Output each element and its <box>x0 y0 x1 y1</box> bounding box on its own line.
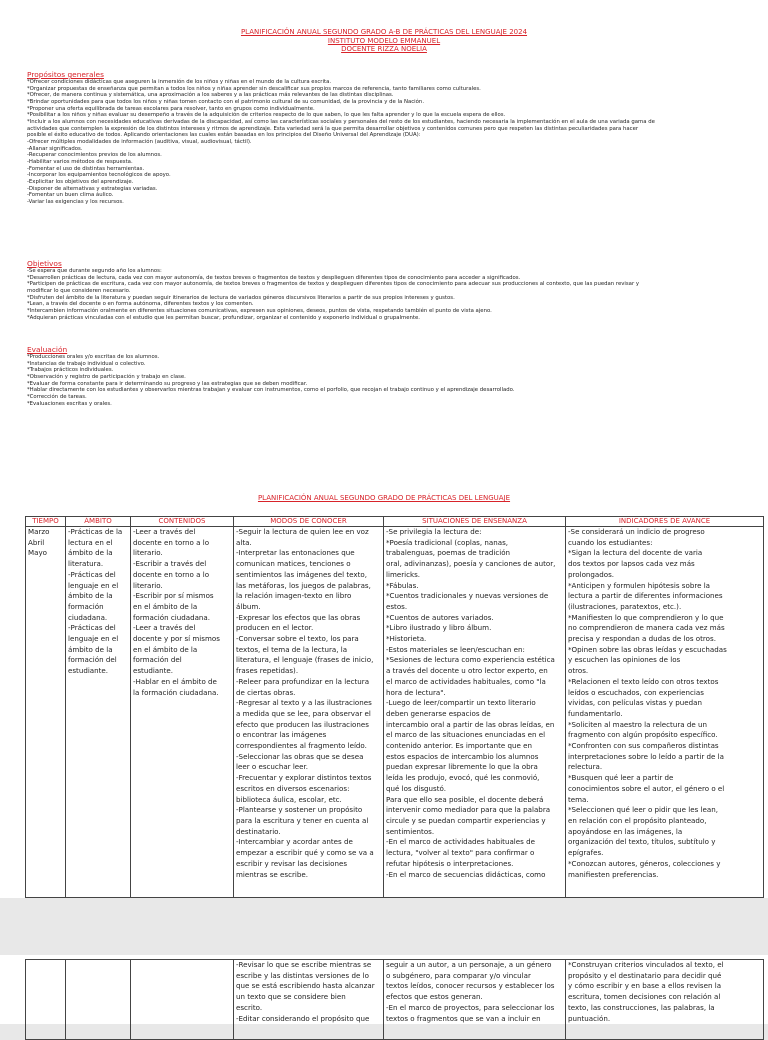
cell-line: *Poesía tradicional (coplas, nanas, <box>386 537 509 547</box>
cell-line: *Cuentos de autores variados. <box>386 612 494 622</box>
cell-line: -Se considerará un indicio de progreso <box>568 527 705 536</box>
cell-line: *Fábulas. <box>386 580 419 590</box>
cell-line: literatura, el lenguaje (frases de inicio, <box>236 655 374 665</box>
cell-line: literario. <box>133 580 163 590</box>
objetivos-line: *Participen de prácticas de escritura, cada vez con mayor autonomía, de textos breves o fragmentos de textos y desplieguen diferentes tipos de conocimiento para adecuar sus producciones al contexto, que las puedan revisar y <box>27 281 640 288</box>
cell-line: vividas, con películas vistas y puedan <box>568 698 702 708</box>
table-header-row <box>26 517 764 527</box>
cell-line: -Prácticas del <box>68 569 116 579</box>
cell-modos <box>234 960 384 1040</box>
cell-line: texto, las construcciones, las palabras, la <box>568 1002 715 1012</box>
cell-line: o subgénero, para comparar y/o vincular <box>386 970 531 980</box>
cell-line: -Conversar sobre el texto, los para <box>236 634 359 644</box>
cell-contenidos <box>131 527 234 898</box>
propositos-line: -Incorporar los equipamientos tecnológicos de apoyo. <box>27 172 171 179</box>
propositos-line: -Allanar significados. <box>27 145 83 152</box>
cell-line: *Busquen qué leer a partir de <box>568 773 674 783</box>
cell-line: *Cuentos tradicionales y nuevas versiones de <box>386 591 549 601</box>
cell-line: dos textos por lapsos cada vez más <box>568 559 695 569</box>
cell-line: *Opinen sobre las obras leídas y escuchadas <box>568 644 727 654</box>
cell-line: deben generarse espacios de <box>386 708 491 718</box>
propositos-list <box>27 79 740 205</box>
cell-line: docente en torno a lo <box>133 569 210 579</box>
cell-line: formación del <box>133 655 182 665</box>
cell-line: relectura. <box>568 762 603 772</box>
propositos-line: -Explicitar los objetivos del aprendizaje. <box>27 178 134 185</box>
cell-line: frases repetidas). <box>236 666 299 676</box>
cell-ambito <box>66 527 131 898</box>
cell-line: lectura en el <box>68 537 113 547</box>
cell-tiempo <box>26 527 66 898</box>
cell-contenidos <box>131 960 234 1040</box>
cell-line: -Seguir la lectura de quien lee en voz <box>236 527 369 536</box>
cell-line: Marzo <box>28 527 50 536</box>
cell-situaciones <box>384 960 566 1040</box>
cell-line: *Manifiesten lo que comprendieron y lo que <box>568 612 724 622</box>
cell-line: circule y se puedan compartir experiencias y <box>386 815 546 825</box>
cell-line: alta. <box>236 537 252 547</box>
cell-line: estos. <box>386 601 408 611</box>
cell-line: formación ciudadana. <box>133 612 211 622</box>
cell-line: álbum. <box>236 601 261 611</box>
cell-line: destinatario. <box>236 826 281 836</box>
cell-line: escrito. <box>236 1002 263 1012</box>
cell-line: fragmento con algún propósito específico. <box>568 730 718 740</box>
cell-line: cuando los estudiantes: <box>568 537 653 547</box>
cell-line: formación del <box>68 655 117 665</box>
cell-line: puedan expresar libremente lo que la obra <box>386 762 538 772</box>
cell-line: escribe y las distintas versiones de lo <box>236 970 369 980</box>
cell-line: conocimientos sobre el autor, el género o el <box>568 783 725 793</box>
cell-line: Abril <box>28 537 45 547</box>
cell-line: -Escribir a través del <box>133 559 207 569</box>
cell-line: textos o fragmentos que se van a incluir en <box>386 1013 541 1023</box>
cell-line: estudiante. <box>133 666 174 676</box>
objetivos-line: *Disfruten del ámbito de la literatura y puedan seguir itinerarios de lectura de variados géneros discursivos literarios a partir de sus propios intereses y gustos. <box>27 294 455 301</box>
propositos-line: *Organizar propuestas de enseñanza que permitan a todos los niños y niñas aprender sin descalificar sus propios marcos de referencia, tanto familiares como culturales. <box>27 85 481 92</box>
table-row <box>26 527 764 898</box>
objetivos-line: *Lean, a través del docente o en forma autónoma, diferentes textos y los comenten. <box>27 301 254 308</box>
cell-line: -Luego de leer/compartir un texto literario <box>386 698 536 708</box>
document-header <box>0 28 768 54</box>
cell-line: leída les produjo, evocó, qué les conmovió, <box>386 773 540 783</box>
document-page-2 <box>0 955 768 1024</box>
cell-line: formación <box>68 601 104 611</box>
cell-line: limericks. <box>386 569 421 579</box>
cell-line: textos, el tema de la lectura, la <box>236 644 348 654</box>
cell-line: docente en torno a lo <box>133 537 210 547</box>
cell-line: sentimientos las imágenes del texto, <box>236 569 367 579</box>
evaluacion-line: *Evaluar de forma constante para ir determinando su progreso y las estrategias que se deben modificar. <box>27 380 308 387</box>
cell-line: qué los disgustó. <box>386 783 446 793</box>
cell-line: intercambio oral a partir de las obras leídas, en <box>386 719 555 729</box>
cell-line: apoyándose en las imágenes, la <box>568 826 683 836</box>
cell-line: organización del texto, títulos, subtítulo y <box>568 837 716 847</box>
cell-line: ámbito de la <box>68 591 113 601</box>
cell-line: leer o escuchar leer. <box>236 762 309 772</box>
cell-line: -Estos materiales se leen/escuchan en: <box>386 644 525 654</box>
objetivos-line: *Adquieran prácticas vinculadas con el estudio que les permitan buscar, profundizar, organizar el contenido y exponerlo individual o grupalmente. <box>27 314 420 321</box>
cell-line: a través del docente u otro lector experto, en <box>386 666 548 676</box>
header-situaciones: SITUACIONES DE ENSEÑANZA <box>384 517 566 527</box>
planning-table-continued <box>25 959 764 1040</box>
cell-line: en el ámbito de la <box>133 644 198 654</box>
header-teacher: DOCENTE RIZZA NOELIA <box>341 45 427 53</box>
cell-line: interpretaciones sobre lo leído a partir de la <box>568 751 724 761</box>
cell-line: leídos o escuchados, con experiencias <box>568 687 704 697</box>
header-title: PLANIFICACIÓN ANUAL SEGUNDO GRADO A-B DE PRÁCTICAS DEL LENGUAJE 2024 <box>240 28 528 36</box>
cell-line: seguir a un autor, a un personaje, a un género <box>386 960 552 969</box>
propositos-line: *Ofrecer condiciones didácticas que aseguren la inmersión de los niños y niñas en el mundo de la cultura escrita. <box>27 79 332 85</box>
cell-line: no comprendieron de manera cada vez más <box>568 623 725 633</box>
cell-line: -Plantearse y sostener un propósito <box>236 805 363 815</box>
planning-table <box>25 516 764 898</box>
objetivos-line: modificar lo que consideren necesario. <box>27 287 131 294</box>
cell-line: Mayo <box>28 548 48 558</box>
cell-line: el marco de las situaciones enunciadas en el <box>386 730 546 740</box>
cell-line: comunican matices, tenciones o <box>236 559 351 569</box>
cell-line: -En el marco de secuencias didácticas, como <box>386 869 546 879</box>
propositos-title: Propósitos generales <box>27 70 104 79</box>
cell-line: -Releer para profundizar en la lectura <box>236 676 370 686</box>
cell-ambito <box>66 960 131 1040</box>
header-indicadores: INDICADORES DE AVANCE <box>566 517 764 527</box>
header-modos: MODOS DE CONOCER <box>234 517 384 527</box>
cell-line: *Relacionen el texto leído con otros textos <box>568 676 719 686</box>
cell-line: efecto que producen las ilustraciones <box>236 719 369 729</box>
cell-line: estudiante. <box>68 666 109 676</box>
cell-line: que se está escribiendo hasta alcanzar <box>236 981 375 991</box>
cell-line: la formación ciudadana. <box>133 687 219 697</box>
cell-line: oral, adivinanzas), poesía y canciones de autor, <box>386 559 556 569</box>
cell-line: correspondientes al fragmento leído. <box>236 741 367 751</box>
objetivos-list <box>27 268 740 321</box>
objetivos-line: -Se espera que durante segundo año los alumnos: <box>27 268 162 274</box>
evaluacion-list <box>27 354 740 407</box>
evaluacion-section <box>27 345 740 407</box>
cell-line: tema. <box>568 794 589 804</box>
cell-modos <box>234 527 384 898</box>
cell-line: *Confronten con sus compañeros distintas <box>568 741 719 751</box>
cell-line: un texto que se considere bien <box>236 992 346 1002</box>
cell-line: *Soliciten al maestro la relectura de un <box>568 719 707 729</box>
cell-line: ámbito de la <box>68 548 113 558</box>
objetivos-title: Objetivos <box>27 259 62 268</box>
propositos-line: -Fomentar el uso de distintas herramientas. <box>27 165 145 172</box>
cell-line: producen en el lector. <box>236 623 314 633</box>
cell-indicadores <box>566 960 764 1040</box>
cell-line: Para que ello sea posible, el docente deberá <box>386 794 544 804</box>
cell-line: para la escritura y tener en cuenta al <box>236 815 369 825</box>
cell-line: otros. <box>568 666 589 676</box>
cell-line: la relación imagen-texto en libro <box>236 591 352 601</box>
cell-line: lenguaje en el <box>68 634 119 644</box>
propositos-line: *Brindar oportunidades para que todos los niños y niñas tomen contacto con el patrimonio cultural de su comunidad, de la provincia y de la Nación. <box>27 98 425 105</box>
cell-line: las metáforas, los juegos de palabras, <box>236 580 371 590</box>
cell-line: o encontrar las imágenes <box>236 730 327 740</box>
cell-line: -Expresar los efectos que las obras <box>236 612 361 622</box>
cell-line: *Sigan la lectura del docente de varia <box>568 548 703 558</box>
cell-line: escritos en diversos escenarios: <box>236 783 350 793</box>
propositos-line: -Variar las exigencias y los recursos. <box>27 198 124 205</box>
cell-line: literario. <box>133 548 163 558</box>
cell-line: el marco de actividades habituales, como "la <box>386 676 546 686</box>
cell-line: (ilustraciones, paratextos, etc.). <box>568 601 682 611</box>
cell-indicadores <box>566 527 764 898</box>
propositos-line: -Fomentar un buen clima áulico. <box>27 192 114 199</box>
propositos-line: *Incluir a los alumnos con necesidades educativas derivadas de la discapacidad, así como las características sociales y personales del resto de los estudiantes, haciendo necesaria la implementación en el aula de una variada gama de <box>27 118 655 125</box>
cell-line: *Anticipen y formulen hipótesis sobre la <box>568 580 711 590</box>
cell-line: -Frecuentar y explorar distintos textos <box>236 773 372 783</box>
cell-line: escritura, tomen decisiones con relación al <box>568 992 721 1002</box>
cell-line: en el ámbito de la <box>133 601 198 611</box>
cell-line: lenguaje en el <box>68 580 119 590</box>
header-contenidos: CONTENIDOS <box>131 517 234 527</box>
cell-line: -Intercambiar y acordar antes de <box>236 837 353 847</box>
cell-line: -Revisar lo que se escribe mientras se <box>236 960 372 969</box>
cell-line: -En el marco de proyectos, para seleccionar los <box>386 1002 555 1012</box>
cell-line: refutar hipótesis o interpretaciones. <box>386 858 514 868</box>
objetivos-line: *Intercambien información oralmente en diferentes situaciones comunicativas, expresen sus opiniones, deseos, puntos de vista, respetando también el punto de vista ajeno. <box>27 307 492 314</box>
cell-line: -Se privilegia la lectura de: <box>386 527 482 536</box>
cell-line: *Conozcan autores, géneros, colecciones y <box>568 858 721 868</box>
propositos-line: *Posibilitar a los niños y niñas evaluar su desempeño a través de la adquisición de criterios respecto de lo que saben, lo que les falta aprender y lo que la escuela espera de ellos. <box>27 112 506 119</box>
evaluacion-line: *Hablar directamente con los estudiantes y observarlos mientras trabajan y evaluar con instrumentos, como el porfolio, que recojan el trabajo continuo y el aprendizaje desarrollado. <box>27 387 515 394</box>
cell-line: intervenir como mediador para que la palabra <box>386 805 551 815</box>
cell-line: contenido anterior. Es importante que en <box>386 741 533 751</box>
cell-line: sentimientos. <box>386 826 435 836</box>
cell-line: puntuación. <box>568 1013 611 1023</box>
cell-line: manifiesten preferencias. <box>568 869 659 879</box>
cell-line: escribir y revisar las decisiones <box>236 858 348 868</box>
cell-line: -Prácticas del <box>68 623 116 633</box>
table-row <box>26 960 764 1040</box>
cell-line: -Leer a través del <box>133 527 196 536</box>
propositos-line: *Proponer una oferta equilibrada de tareas escolares para resolver, tanto en grupos como individualmente. <box>27 105 315 112</box>
propositos-line: *Ofrecer, de manera continua y sistemática, una aproximación a los saberes y a las prácticas más relevantes de las distintas disciplinas. <box>27 92 394 99</box>
cell-line: *Historieta. <box>386 634 427 644</box>
evaluacion-line: *Evaluaciones escritas y orales. <box>27 400 112 407</box>
cell-line: estos espacios de intercambio los alumnos <box>386 751 539 761</box>
cell-line: efectos que estos generan. <box>386 992 483 1002</box>
cell-line: -Editar considerando el propósito que <box>236 1013 370 1023</box>
evaluacion-line: *Producciones orales y/o escritas de los alumnos. <box>27 354 160 360</box>
cell-line: *Seleccionen qué leer o pidir que les lean, <box>568 805 719 815</box>
cell-line: lectura a partir de diferentes informaciones <box>568 591 723 601</box>
cell-line: *Construyan criterios vinculados al texto, el <box>568 960 724 969</box>
cell-line: a medida que se lee, para observar el <box>236 708 371 718</box>
cell-line: ámbito de la <box>68 644 113 654</box>
propositos-line: -Ofrecer múltiples modalidades de información (auditiva, visual, audiovisual, táctil). <box>27 138 252 145</box>
plan-title: PLANIFICACIÓN ANUAL SEGUNDO GRADO DE PRÁCTICAS DEL LENGUAJE <box>257 494 511 502</box>
cell-line: de ciertas obras. <box>236 687 296 697</box>
evaluacion-line: *Observación y registro de participación y trabajo en clase. <box>27 373 186 380</box>
cell-line: fundamentarlo. <box>568 708 623 718</box>
cell-line: y escuchen las opiniones de los <box>568 655 681 665</box>
cell-line: -En el marco de actividades habituales de <box>386 837 535 847</box>
evaluacion-title: Evaluación <box>27 345 68 354</box>
evaluacion-line: *Trabajos prácticos individuales. <box>27 367 114 374</box>
cell-line: textos leídos, conocer recursos y establecer los <box>386 981 555 991</box>
cell-line: -Prácticas de la <box>68 527 123 536</box>
cell-line: -Regresar al texto y a las ilustraciones <box>236 698 372 708</box>
cell-line: epígrafes. <box>568 848 604 858</box>
cell-situaciones <box>384 527 566 898</box>
cell-line: prolongados. <box>568 569 615 579</box>
cell-line: lectura, "volver al texto" para confirmar o <box>386 848 535 858</box>
propositos-line: actividades que contemplen la expresión de los distintos intereses y ritmos de aprendizaje. Esta variedad será la que permita desarrollar objetivos y contenidos comunes pero que respeten las distintas peculiaridades para hacer <box>27 125 639 132</box>
evaluacion-line: *Instancias de trabajo individual o colectivo. <box>27 360 146 367</box>
header-tiempo: TIEMPO <box>26 517 66 527</box>
cell-line: docente y por sí mismos <box>133 634 220 644</box>
header-institution: INSTITUTO MODELO EMMANUEL <box>327 36 441 45</box>
cell-line: propósito y el destinatario para decidir qué <box>568 970 722 980</box>
propositos-line: posible el éxito educativo de todos. Aplicando orientaciones las cuales están basadas en los principios del Diseño Universal del Aprendizaje (DUA): <box>27 132 421 139</box>
objetivos-line: *Desarrollen prácticas de lectura, cada vez con mayor autonomía, de textos breves o fragmentos de textos y desplieguen diferentes tipos de conocimiento para acceder a significados. <box>27 274 521 281</box>
cell-line: biblioteca áulica, escolar, etc. <box>236 794 342 804</box>
cell-line: en relación con el propósito planteado, <box>568 815 707 825</box>
cell-line: -Seleccionar las obras que se desea <box>236 751 364 761</box>
cell-line: -Interpretar las entonaciones que <box>236 548 355 558</box>
cell-line: -Escribir por sí mismos <box>133 591 214 601</box>
objetivos-section <box>27 259 740 321</box>
propositos-line: -Recuperar conocimientos previos de los alumnos. <box>27 152 162 159</box>
propositos-section <box>27 70 740 205</box>
cell-line: trabalenguas, poemas de tradición <box>386 548 511 558</box>
evaluacion-line: *Corrección de tareas. <box>27 393 87 400</box>
cell-line: hora de lectura". <box>386 687 446 697</box>
cell-line: -Hablar en el ámbito de <box>133 676 217 686</box>
cell-line: -Leer a través del <box>133 623 196 633</box>
propositos-line: -Habilitar varios métodos de respuesta. <box>27 158 133 165</box>
propositos-line: -Disponer de alternativas y estrategias variadas. <box>27 185 158 192</box>
cell-line: ciudadana. <box>68 612 108 622</box>
cell-line: mientras se escribe. <box>236 869 309 879</box>
cell-tiempo <box>26 960 66 1040</box>
cell-line: empezar a escribir qué y como se va a <box>236 848 374 858</box>
cell-line: precisa y respondan a dudas de los otros. <box>568 634 716 644</box>
cell-line: literatura. <box>68 559 104 569</box>
cell-line: *Sesiones de lectura como experiencia estética <box>386 655 555 665</box>
header-ambito: ÁMBITO <box>66 517 131 527</box>
cell-line: y cómo escribir y en base a ellos revisen la <box>568 981 722 991</box>
cell-line: *Libro ilustrado y libro álbum. <box>386 623 492 633</box>
